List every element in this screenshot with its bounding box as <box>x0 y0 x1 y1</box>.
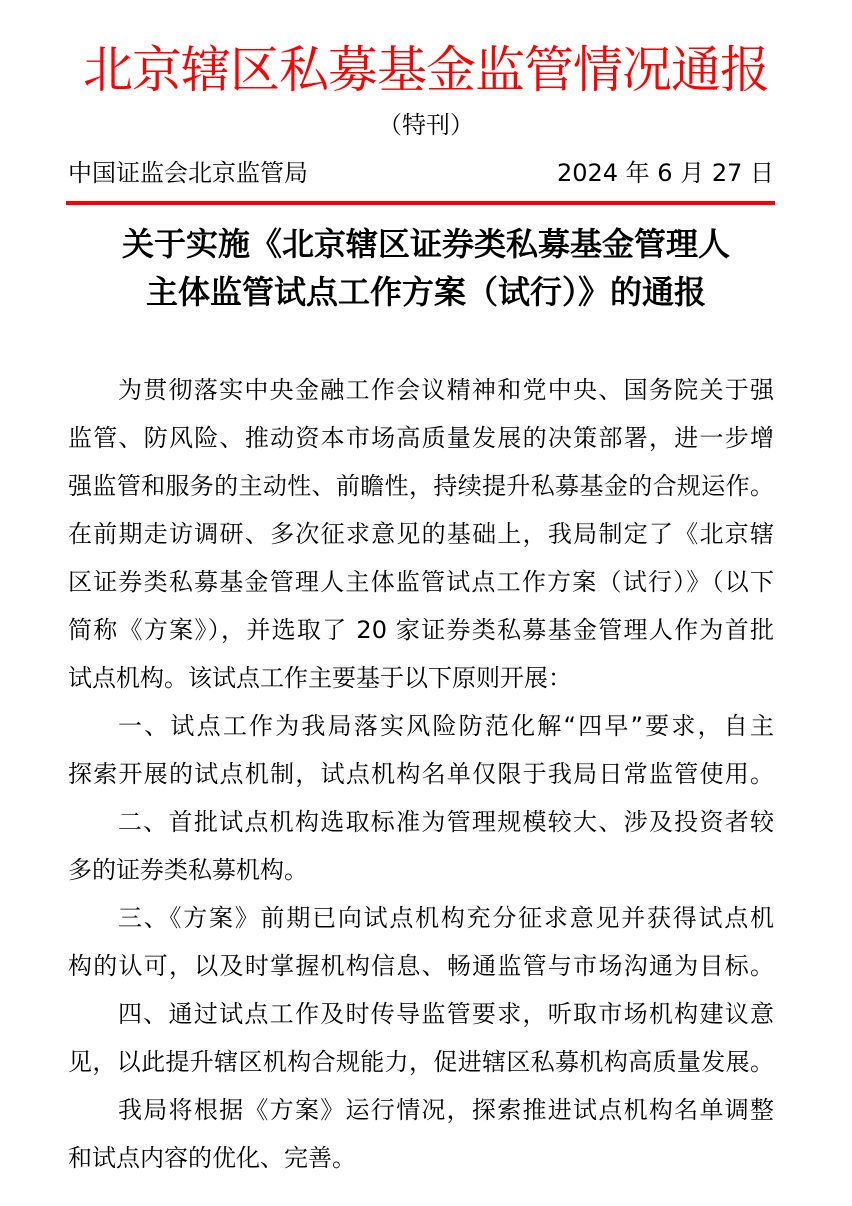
body-line: 二、首批试点机构选取标准为管理规模较大、涉及投资者较 <box>118 808 774 836</box>
masthead-title: 北京辖区私募基金监管情况通报 <box>83 41 769 99</box>
body-line: 四、通过试点工作及时传导监管要求，听取市场机构建议意 <box>118 1000 774 1028</box>
document-body <box>68 366 774 1182</box>
body-line: 为贯彻落实中央金融工作会议精神和党中央、国务院关于强 <box>118 376 774 404</box>
red-divider <box>66 201 775 205</box>
special-issue-label: （特刊） <box>378 111 474 139</box>
body-line: 简称《方案》），并选取了 20 家证券类私募基金管理人作为首批 <box>68 616 774 644</box>
body-line: 试点机构。该试点工作主要基于以下原则开展： <box>68 664 572 692</box>
body-line: 和试点内容的优化、完善。 <box>68 1144 356 1172</box>
body-line: 监管、防风险、推动资本市场高质量发展的决策部署，进一步增 <box>68 424 774 452</box>
body-line: 在前期走访调研、多次征求意见的基础上，我局制定了《北京辖 <box>68 520 774 548</box>
body-line: 区证券类私募基金管理人主体监管试点工作方案（试行）》（以下 <box>68 568 774 596</box>
title-line-1: 关于实施《北京辖区证券类私募基金管理人 <box>121 225 730 263</box>
body-line: 一、试点工作为我局落实风险防范化解“四早”要求，自主 <box>118 712 774 740</box>
issue-date: 2024 年 6 月 27 日 <box>556 159 774 187</box>
body-line: 三、《方案》前期已向试点机构充分征求意见并获得试点机 <box>118 904 774 932</box>
body-line: 我局将根据《方案》运行情况，探索推进试点机构名单调整 <box>118 1096 774 1124</box>
issuer: 中国证监会北京监管局 <box>68 159 308 187</box>
body-line: 构的认可，以及时掌握机构信息、畅通监管与市场沟通为目标。 <box>68 952 774 980</box>
body-line: 见，以此提升辖区机构合规能力，促进辖区私募机构高质量发展。 <box>68 1048 774 1076</box>
body-line: 探索开展的试点机制，试点机构名单仅限于我局日常监管使用。 <box>68 760 774 788</box>
body-line: 多的证券类私募机构。 <box>68 856 308 884</box>
document-title <box>0 220 852 316</box>
title-line-2: 主体监管试点工作方案（试行）》的通报 <box>145 273 706 311</box>
body-line: 强监管和服务的主动性、前瞻性，持续提升私募基金的合规运作。 <box>68 472 774 500</box>
